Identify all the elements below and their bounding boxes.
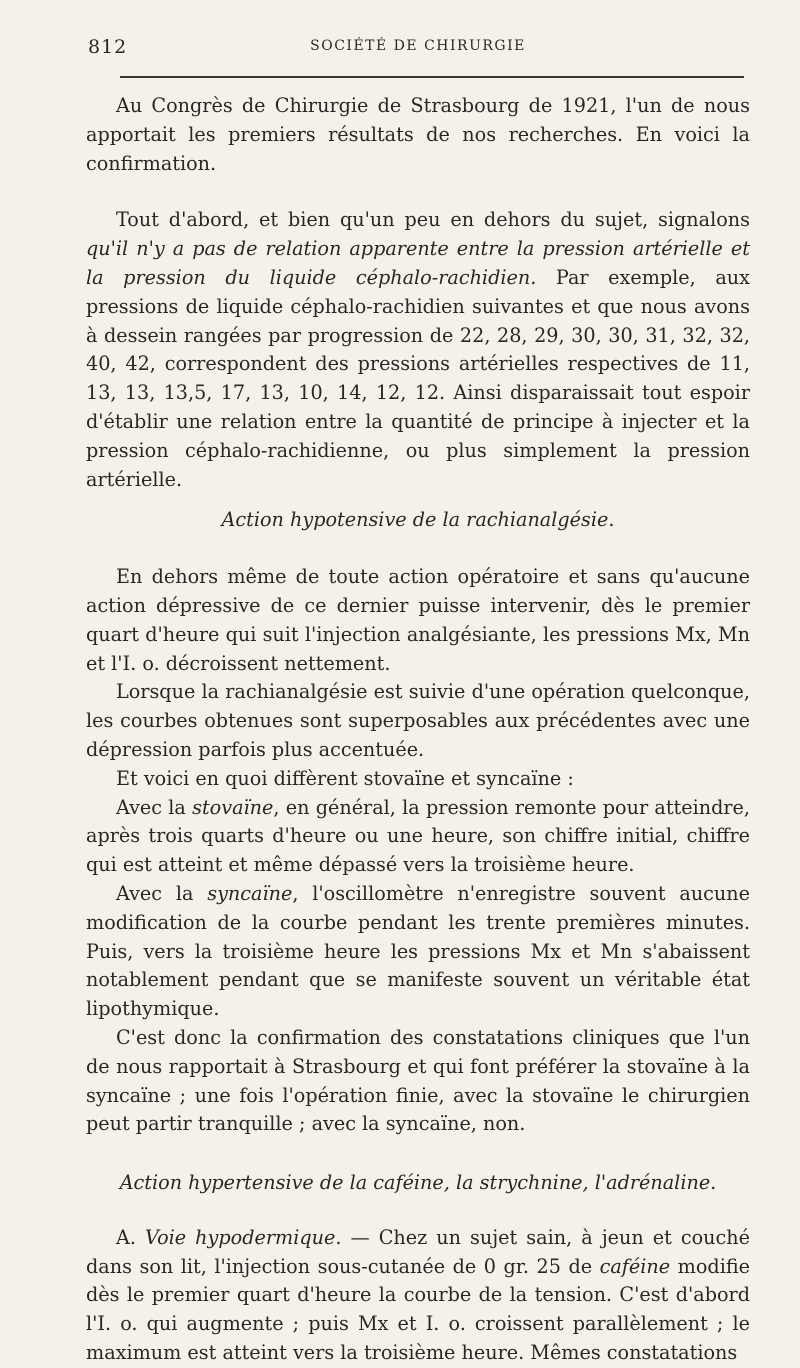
- paragraph-9-italic-b: caféine: [599, 1254, 671, 1278]
- paragraph-6-italic: stovaïne: [192, 795, 274, 819]
- paragraph-9-text-b: modifie dès le premier quart d'heure la courbe de la tension. C'est d'abord l'I. o. qui augmente ; puis Mx et I. o. croissent parallèlement ; le maximum est atteint vers la troisième heure. Mêmes constatations: [86, 1254, 750, 1365]
- paragraph-2: [86, 206, 750, 494]
- paragraph-9-lead: A.: [116, 1225, 145, 1249]
- paragraph-2-italic: qu'il n'y a pas de relation apparente entre la pression artérielle et la pression du liquide céphalo-rachidien.: [86, 237, 750, 289]
- body-text: [86, 92, 750, 1368]
- paragraph-3: En dehors même de toute action opératoire et sans qu'aucune action dépressive de ce dernier puisse intervenir, dès le premier quart d'heure qui suit l'injection analgésiante, les pressions Mx, Mn et l'I. o. décroissent nettement.: [86, 565, 750, 675]
- paragraph-9: [86, 1224, 750, 1368]
- paragraph-9-italic-a: Voie hypodermique.: [145, 1225, 342, 1249]
- paragraph-2-text-a: Tout d'abord, et bien qu'un peu en dehors du sujet, signalons: [116, 208, 750, 232]
- paragraph-1: Au Congrès de Chirurgie de Strasbourg de 1921, l'un de nous apportait les premiers résultats de nos recherches. En voici la confirmation.: [86, 94, 750, 175]
- running-head: SOCIÉTÉ DE CHIRURGIE: [310, 38, 526, 54]
- section-heading-hypertensive: Action hypertensive de la caféine, la strychnine, l'adrénaline.: [119, 1171, 717, 1195]
- section-heading-hypotensive: Action hypotensive de la rachianalgésie.: [221, 508, 615, 532]
- paragraph-5: Et voici en quoi diffèrent stovaïne et syncaïne :: [116, 766, 574, 790]
- paragraph-6: [86, 794, 750, 880]
- paragraph-2-text-b: Par exemple, aux pressions de liquide céphalo-rachidien suivantes et que nous avons à dessein rangées par progression de 22, 28, 29, 30, 30, 31, 32, 32, 40, 42, correspondent des pressions artérielles respectives de 11, 13, 13, 13,5, 17, 13, 10, 14, 12, 12. Ainsi disparaissait tout espoir d'établir une relation entre la quantité de principe à injecter et la pression céphalo-rachidienne, ou plus simplement la pression artérielle.: [86, 265, 750, 491]
- paragraph-4: Lorsque la rachianalgésie est suivie d'une opération quelconque, les courbes obtenues sont superposables aux précédentes avec une dépression parfois plus accentuée.: [86, 680, 750, 761]
- page-number: 812: [88, 36, 128, 58]
- paragraph-7-text-b: , l'oscillomètre n'enregistre souvent aucune modification de la courbe pendant les trente premières minutes. Puis, vers la troisième heure les pressions Mx et Mn s'abaissent notablement pendant que se manifeste souvent un véritable état lipothymique.: [86, 881, 751, 1021]
- paragraph-9-text-a: — Chez un sujet sain, à jeun et couché dans son lit, l'injection sous-cutanée de 0 gr. 25 de: [86, 1225, 750, 1278]
- header-rule: [120, 76, 744, 78]
- page-header: [88, 32, 748, 62]
- paragraph-7-italic: syncaïne: [207, 881, 293, 905]
- paragraph-8: C'est donc la confirmation des constatations cliniques que l'un de nous rapportait à Strasbourg et qui font préférer la stovaïne à la syncaïne ; une fois l'opération finie, avec la stovaïne le chirurgien peut partir tranquille ; avec la syncaïne, non.: [86, 1025, 750, 1136]
- paragraph-7-text-a: Avec la: [116, 881, 208, 905]
- paragraph-7: [86, 880, 750, 1024]
- paragraph-6-text-a: Avec la: [116, 795, 193, 819]
- paragraph-6-text-b: , en général, la pression remonte pour atteindre, après trois quarts d'heure ou une heure, son chiffre initial, chiffre qui est atteint et même dépassé vers la troisième heure.: [86, 795, 751, 877]
